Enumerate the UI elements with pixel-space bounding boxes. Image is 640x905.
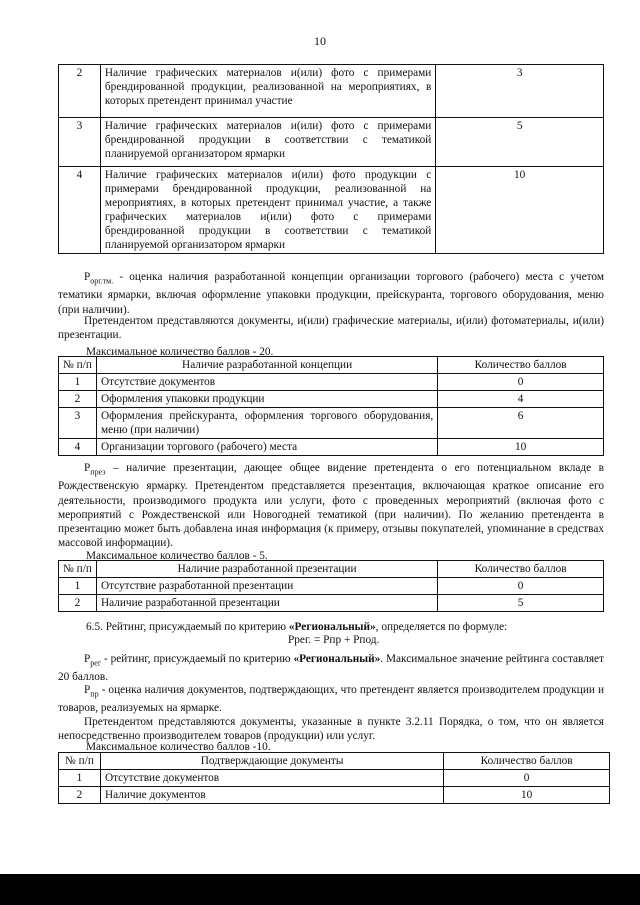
- table-row: [59, 118, 604, 167]
- max-score-20: Максимальное количество баллов - 20.: [86, 346, 274, 358]
- header-name: Наличие разработанной концепции: [96, 357, 437, 374]
- row-text: Отсутствие разработанной презентации: [96, 578, 437, 595]
- formula: Ррег. = Рпр + Рпод.: [288, 634, 380, 646]
- table-header-row: [59, 561, 604, 578]
- paragraph-concept: [58, 270, 604, 317]
- paragraph-producer: [58, 683, 604, 716]
- scan-bottom-edge: [0, 874, 640, 905]
- row-text: Наличие графических материалов и(или) фото с примерами брендированной продукции в соответствии с тематикой планируемой организатором ярмарки: [100, 118, 435, 167]
- symbol: Р: [84, 653, 91, 665]
- section-criterion: «Региональный»: [288, 621, 376, 633]
- paragraph-text: – наличие презентации, дающее общее видение претендента о его потенциальном вкладе в Рождественскую ярмарку. Претендентом представляется презентация, включающая краткое описание его деятельности, производимого продукта или услуги, фото с проведенных мероприятий (включая фото с мероприятий с Рождественской или Новогодней тематикой (при наличии). По желанию претендента в презентацию может быть добавлена иная информация (к примеру, отзывы покупателей, упоминание в средствах массовой информации).: [58, 462, 604, 550]
- header-name: Подтверждающие документы: [100, 753, 443, 770]
- table-row: [59, 408, 604, 439]
- table-row: [59, 770, 610, 787]
- header-number: № п/п: [59, 753, 101, 770]
- row-score: 4: [438, 391, 604, 408]
- row-text: Наличие документов: [100, 787, 443, 804]
- symbol-subscript: пр: [90, 689, 99, 699]
- table-row: [59, 595, 604, 612]
- symbol-subscript: орг.тм.: [90, 276, 114, 286]
- row-score: 6: [438, 408, 604, 439]
- row-text: Оформления прейскуранта, оформления торгового оборудования, меню (при наличии): [96, 408, 437, 439]
- section-suffix: , определяется по формуле:: [375, 621, 508, 633]
- table-row: [59, 167, 604, 254]
- row-number: 1: [59, 770, 101, 787]
- row-text: Отсутствие документов: [96, 374, 437, 391]
- row-score: 10: [438, 439, 604, 456]
- table-row: [59, 439, 604, 456]
- row-score: 10: [444, 787, 610, 804]
- row-number: 2: [59, 391, 97, 408]
- presentation-table: [58, 560, 604, 612]
- row-score: 3: [436, 65, 604, 118]
- paragraph-text-prefix: - рейтинг, присуждаемый по критерию: [101, 653, 294, 665]
- row-number: 3: [59, 408, 97, 439]
- row-number: 2: [59, 787, 101, 804]
- symbol-subscript: рег: [90, 658, 102, 668]
- header-score: Количество баллов: [438, 357, 604, 374]
- row-score: 0: [438, 578, 604, 595]
- header-score: Количество баллов: [444, 753, 610, 770]
- paragraph-text: - оценка наличия документов, подтверждающих, что претендент является производителем продукции и товаров, реализуемых на ярмарке.: [58, 684, 604, 715]
- row-score: 10: [436, 167, 604, 254]
- row-text: Организации торгового (рабочего) места: [96, 439, 437, 456]
- row-score: 0: [444, 770, 610, 787]
- table-header-row: [59, 357, 604, 374]
- header-number: № п/п: [59, 357, 97, 374]
- section-6-5: [86, 620, 507, 634]
- row-text: Наличие графических материалов и(или) фото продукции с примерами брендированной продукции, реализованной на мероприятиях, в которых претендент принимал участие, а также графических материалов и(или) фото с примерами брендированной продукции в соответствии с тематикой планируемой организатором ярмарки: [100, 167, 435, 254]
- table-row: [59, 787, 610, 804]
- paragraph-documents: Претендентом представляются документы, и(или) графические материалы, и(или) фотоматериалы, и(или) презентации.: [58, 315, 604, 342]
- table-header-row: [59, 753, 610, 770]
- concept-table: [58, 356, 604, 456]
- row-text: Отсутствие документов: [100, 770, 443, 787]
- row-number: 4: [59, 167, 101, 254]
- header-number: № п/п: [59, 561, 97, 578]
- row-score: 0: [438, 374, 604, 391]
- symbol-subscript: през: [90, 467, 106, 477]
- symbol: Р: [84, 684, 91, 696]
- max-score-5: Максимальное количество баллов - 5.: [86, 550, 268, 562]
- page-number: 10: [314, 34, 326, 48]
- criteria-table-branding: [58, 64, 604, 254]
- table-row: [59, 391, 604, 408]
- header-score: Количество баллов: [438, 561, 604, 578]
- row-number: 2: [59, 595, 97, 612]
- symbol: Р: [84, 462, 91, 474]
- paragraph-text: - оценка наличия разработанной концепции организации торгового (рабочего) места с учетом тематики ярмарки, включая оформление упаковки продукции, прейскуранта, торгового оборудования, меню (при наличии).: [58, 271, 604, 316]
- row-text: Оформления упаковки продукции: [96, 391, 437, 408]
- paragraph-text-suffix: . Максимальное значение рейтинга составляет 20 баллов.: [58, 653, 604, 684]
- header-name: Наличие разработанной презентации: [96, 561, 437, 578]
- symbol: Р: [84, 271, 91, 283]
- row-text: Наличие графических материалов и(или) фото с примерами брендированной продукции, реализованной на мероприятиях, в которых претендент принимал участие: [100, 65, 435, 118]
- row-score: 5: [438, 595, 604, 612]
- row-number: 4: [59, 439, 97, 456]
- row-number: 2: [59, 65, 101, 118]
- row-number: 1: [59, 578, 97, 595]
- section-prefix: 6.5. Рейтинг, присуждаемый по критерию: [86, 621, 289, 633]
- table-row: [59, 578, 604, 595]
- row-number: 3: [59, 118, 101, 167]
- row-number: 1: [59, 374, 97, 391]
- paragraph-presentation: [58, 461, 604, 550]
- criterion-name: «Региональный»: [293, 653, 381, 665]
- row-text: Наличие разработанной презентации: [96, 595, 437, 612]
- row-score: 5: [436, 118, 604, 167]
- documents-table: [58, 752, 610, 804]
- table-row: [59, 374, 604, 391]
- table-row: [59, 65, 604, 118]
- max-score-10: Максимальное количество баллов -10.: [86, 741, 271, 753]
- paragraph-rating: [58, 652, 604, 685]
- paragraph-producer-documents: Претендентом представляются документы, указанные в пункте 3.2.11 Порядка, о том, что он является непосредственно производителем товаров (продукции) или услуг.: [58, 716, 604, 743]
